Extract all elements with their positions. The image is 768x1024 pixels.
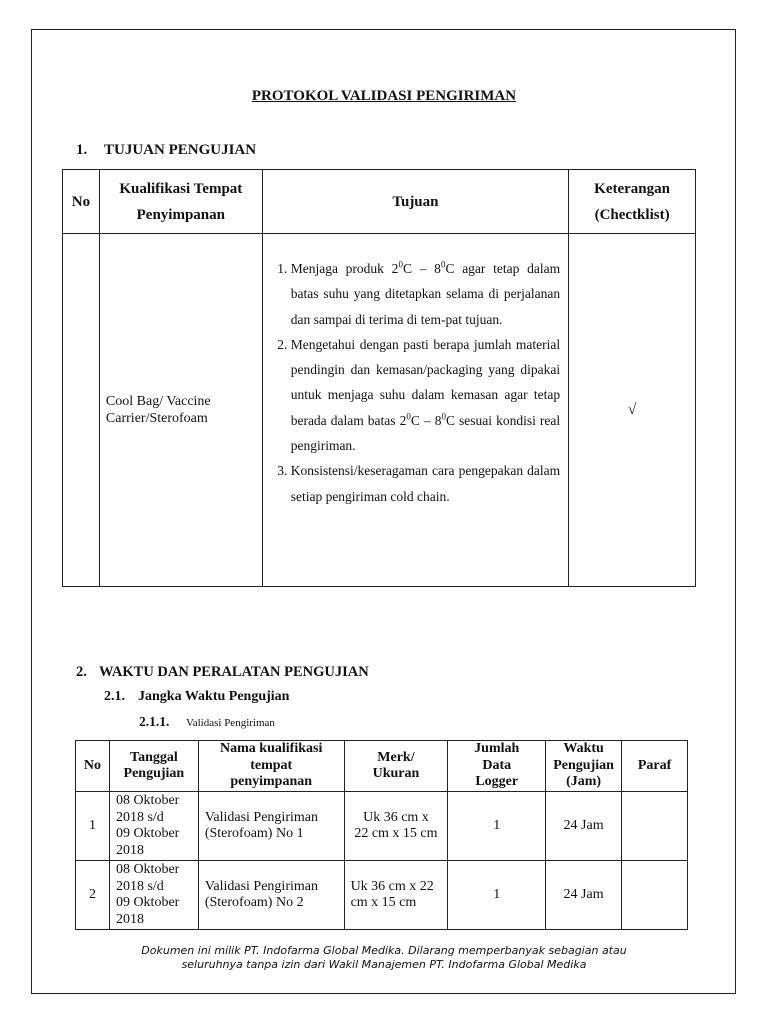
header-tanggal: Tanggal Pengujian <box>109 741 198 792</box>
section-1-number: 1. <box>76 142 88 158</box>
cell-merk: Uk 36 cm x 22 cm x 15 cm <box>344 861 448 930</box>
section-2-1-1-heading <box>139 714 275 730</box>
section-2-1-heading <box>104 689 289 705</box>
cell-tanggal: 08 Oktober 2018 s/d 09 Oktober 2018 <box>109 792 198 861</box>
header-merk: Merk/ Ukuran <box>344 741 448 792</box>
header-keterangan: Keterangan (Chectklist) <box>569 170 696 234</box>
table-row <box>76 792 688 861</box>
cell-waktu: 24 Jam <box>546 861 622 930</box>
cell-nama: Validasi Pengiriman (Sterofoam) No 1 <box>198 792 344 861</box>
purpose-table-row <box>63 234 696 587</box>
schedule-table <box>75 740 688 930</box>
footer-notice <box>0 944 768 972</box>
header-no: No <box>63 170 100 234</box>
cell-no: 2 <box>76 861 110 930</box>
row-kualifikasi: Cool Bag/ Vaccine Carrier/Sterofoam <box>99 234 262 587</box>
section-2-heading <box>76 664 369 681</box>
footer-line-2: seluruhnya tanpa izin dari Wakil Manajemen PT. Indofarma Global Medika <box>181 958 587 971</box>
goal-list <box>269 256 560 509</box>
checkmark: √ <box>569 234 696 587</box>
section-2-1-title: Jangka Waktu Pengujian <box>138 689 290 704</box>
header-nama: Nama kualifikasi tempat penyimpanan <box>198 741 344 792</box>
schedule-table-header <box>76 741 688 792</box>
header-waktu: Waktu Pengujian (Jam) <box>546 741 622 792</box>
cell-merk: Uk 36 cm x 22 cm x 15 cm <box>344 792 448 861</box>
header-no: No <box>76 741 110 792</box>
cell-paraf <box>622 861 688 930</box>
section-1-heading <box>76 142 256 159</box>
header-paraf: Paraf <box>622 741 688 792</box>
cell-waktu: 24 Jam <box>546 792 622 861</box>
purpose-table-header <box>63 170 696 234</box>
purpose-table <box>62 169 696 587</box>
section-2-number: 2. <box>76 664 87 680</box>
row-no <box>63 234 100 587</box>
cell-paraf <box>622 792 688 861</box>
header-kualifikasi: Kualifikasi Tempat Penyimpanan <box>99 170 262 234</box>
goal-item-3: 3. Konsistensi/keseragaman cara pengepakan dalam setiap pengiriman cold chain. <box>291 458 560 509</box>
table-row <box>76 861 688 930</box>
cell-no: 1 <box>76 792 110 861</box>
cell-jumlah: 1 <box>448 792 546 861</box>
document-title: PROTOKOL VALIDASI PENGIRIMAN <box>251 88 517 104</box>
section-2-1-1-title: Validasi Pengiriman <box>186 717 275 729</box>
section-2-1-number: 2.1. <box>104 689 125 704</box>
footer-line-1: Dokumen ini milik PT. Indofarma Global Medika. Dilarang memperbanyak sebagian atau <box>141 944 627 957</box>
goal-item-1: 1. Menjaga produk $2^0C - 8^0C$ agar tetap dalam batas suhu yang ditetapkan selama di perjalanan dan sampai di terima di tem-pat tujuan. <box>291 256 560 332</box>
header-jumlah: Jumlah Data Logger <box>448 741 546 792</box>
goal-item-2: 2. Mengetahui dengan pasti berapa jumlah material pendingin dan kemasan/packaging yang dipakai untuk menjaga suhu dalam kemasan agar tetap berada dalam batas $2^0C - 8^0C$ sesuai kondisi real pengiriman. <box>291 332 560 458</box>
header-tujuan: Tujuan <box>262 170 568 234</box>
cell-nama: Validasi Pengiriman (Sterofoam) No 2 <box>198 861 344 930</box>
section-1-title: TUJUAN PENGUJIAN <box>104 142 257 158</box>
row-tujuan <box>262 234 568 587</box>
cell-tanggal: 08 Oktober 2018 s/d 09 Oktober 2018 <box>109 861 198 930</box>
cell-jumlah: 1 <box>448 861 546 930</box>
section-2-title: WAKTU DAN PERALATAN PENGUJIAN <box>99 664 369 680</box>
section-2-1-1-number: 2.1.1. <box>139 714 170 729</box>
